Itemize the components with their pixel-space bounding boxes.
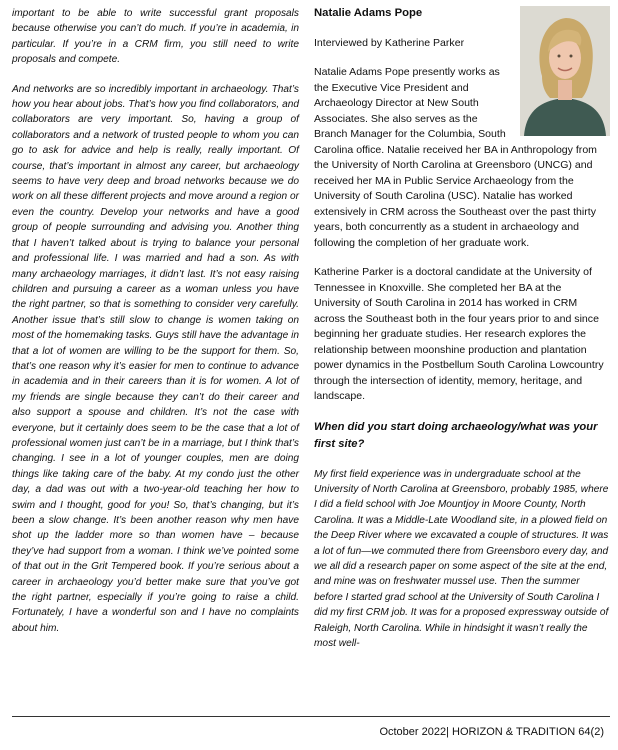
interviewer-bio: Katherine Parker is a doctoral candidate at the University of Tennessee in Knoxville. She completed her BA at the University of South Carolina in 2014 has worked in CRM across the Southeast both in the four years prior to and since beginning her graduate studies. Her research explores the relationship between moonshine production and plantation power dynamics in the Postbellum South Carolina Lowcountry through the intersection of identity, memory, heritage, and landscape. [314,266,604,402]
footer-divider [12,716,610,717]
right-column [314,6,610,665]
page-footer: October 2022| HORIZON & TRADITION 64(2) [379,726,604,738]
interviewer-byline: Interviewed by Katherine Parker [314,36,465,49]
interview-answer: My first field experience was in undergraduate school at the University of North Carolina at Greensboro, probably 1985, where I did a field school with Joe Mountjoy in Moore County, North Carolina. It was a Middle-Late Woodland site, in a plowed field on the Deep River where we excavated a couple of structures. It was a lot of fun—we commuted there from Greensboro every day, and we all did a research paper on some aspect of the site at the end, and mine was on freshwater mussel use. Then the summer before I started grad school at the University of South Carolina I did my first CRM job. It was for a proposed expressway outside of Raleigh, North Carolina. While in hindsight it wasn’t really the most well- [314,468,609,649]
left-paragraph-1: important to be able to write successful grant proposals because otherwise you can’t do much. If you’re in academia, in particular. If you’re in a CRM firm, you still need to write proposals and compete. [12,8,299,66]
left-paragraph-2: And networks are so incredibly important in archaeology. That’s how you hear about jobs. That’s how you find collaborators, and collaborators are very important. So, having a group of collaborators and a network of trusted people to whom you can go to ask for advice and help is really, really important. Of course, that’s important in almost any career, but archaeology seems to have very deep and broad networks because we do work on all these different projects and move around a region or even the country. Develop your networks and have a good group of people surrounding and advising you. Another thing that I haven’t talked about is trying to balance your personal and professional life. I was married and had a son. As with many archaeology marriages, it didn’t last. It’s not easy raising children and pursuing a career as a woman unless you have the right partner, so that is something to consider very carefully. Another issue that’s still slow to change is women taking on most of the homemaking tasks. Guys still have the advantage in that a lot of women are willing to be the support for them. So, that’s one reason why it’s easier for men to continue to advance in academia and in their careers than it is for women. A lot of my friends are single because they can’t do their career and also support a spouse and children. It’s not the case with everyone, but it certainly does seem to be the case that a lot of professional women just can’t be in a marriage, but I think that’s changing. I see in a lot of younger couples, men are doing things like taking care of the baby. At my condo just the other day, a dad was out with a two-year-old teaching her how to swim and I thought, good for you! So, that’s changing, but it’s been a slow change. It’s been another reason why men have shot up the ladder more so than women have – because they’ve had support from a woman. I think we’ve pointed some of that out in the Grit Tempered book. If you’re serious about a career in archaeology you’d better make sure that you’ve got the right partner, especially if you’re going to raise a child. Fortunately, I have a wonderful son and I have no complaints about him. [12,83,299,634]
interviewee-bio: Natalie Adams Pope presently works as the Executive Vice President and Archaeology Director at New South Associates. She also serves as the Branch Manager for the Columbia, South Carolina office. Natalie received her BA in Anthropology from the University of North Carolina at Greensboro (UNCG) and received her MA in Public Service Archaeology from the University of South Carolina (USC). Natalie has worked extensively in CRM across the Southeast over the past thirty years, both concurrently as a student in archaeology and following the completion of her graduate work. [314,66,597,249]
interviewee-portrait-photo [520,6,610,136]
interview-question: When did you start doing archaeology/what was your first site? [314,420,598,450]
interviewee-name: Natalie Adams Pope [314,7,423,19]
left-column [12,6,299,650]
